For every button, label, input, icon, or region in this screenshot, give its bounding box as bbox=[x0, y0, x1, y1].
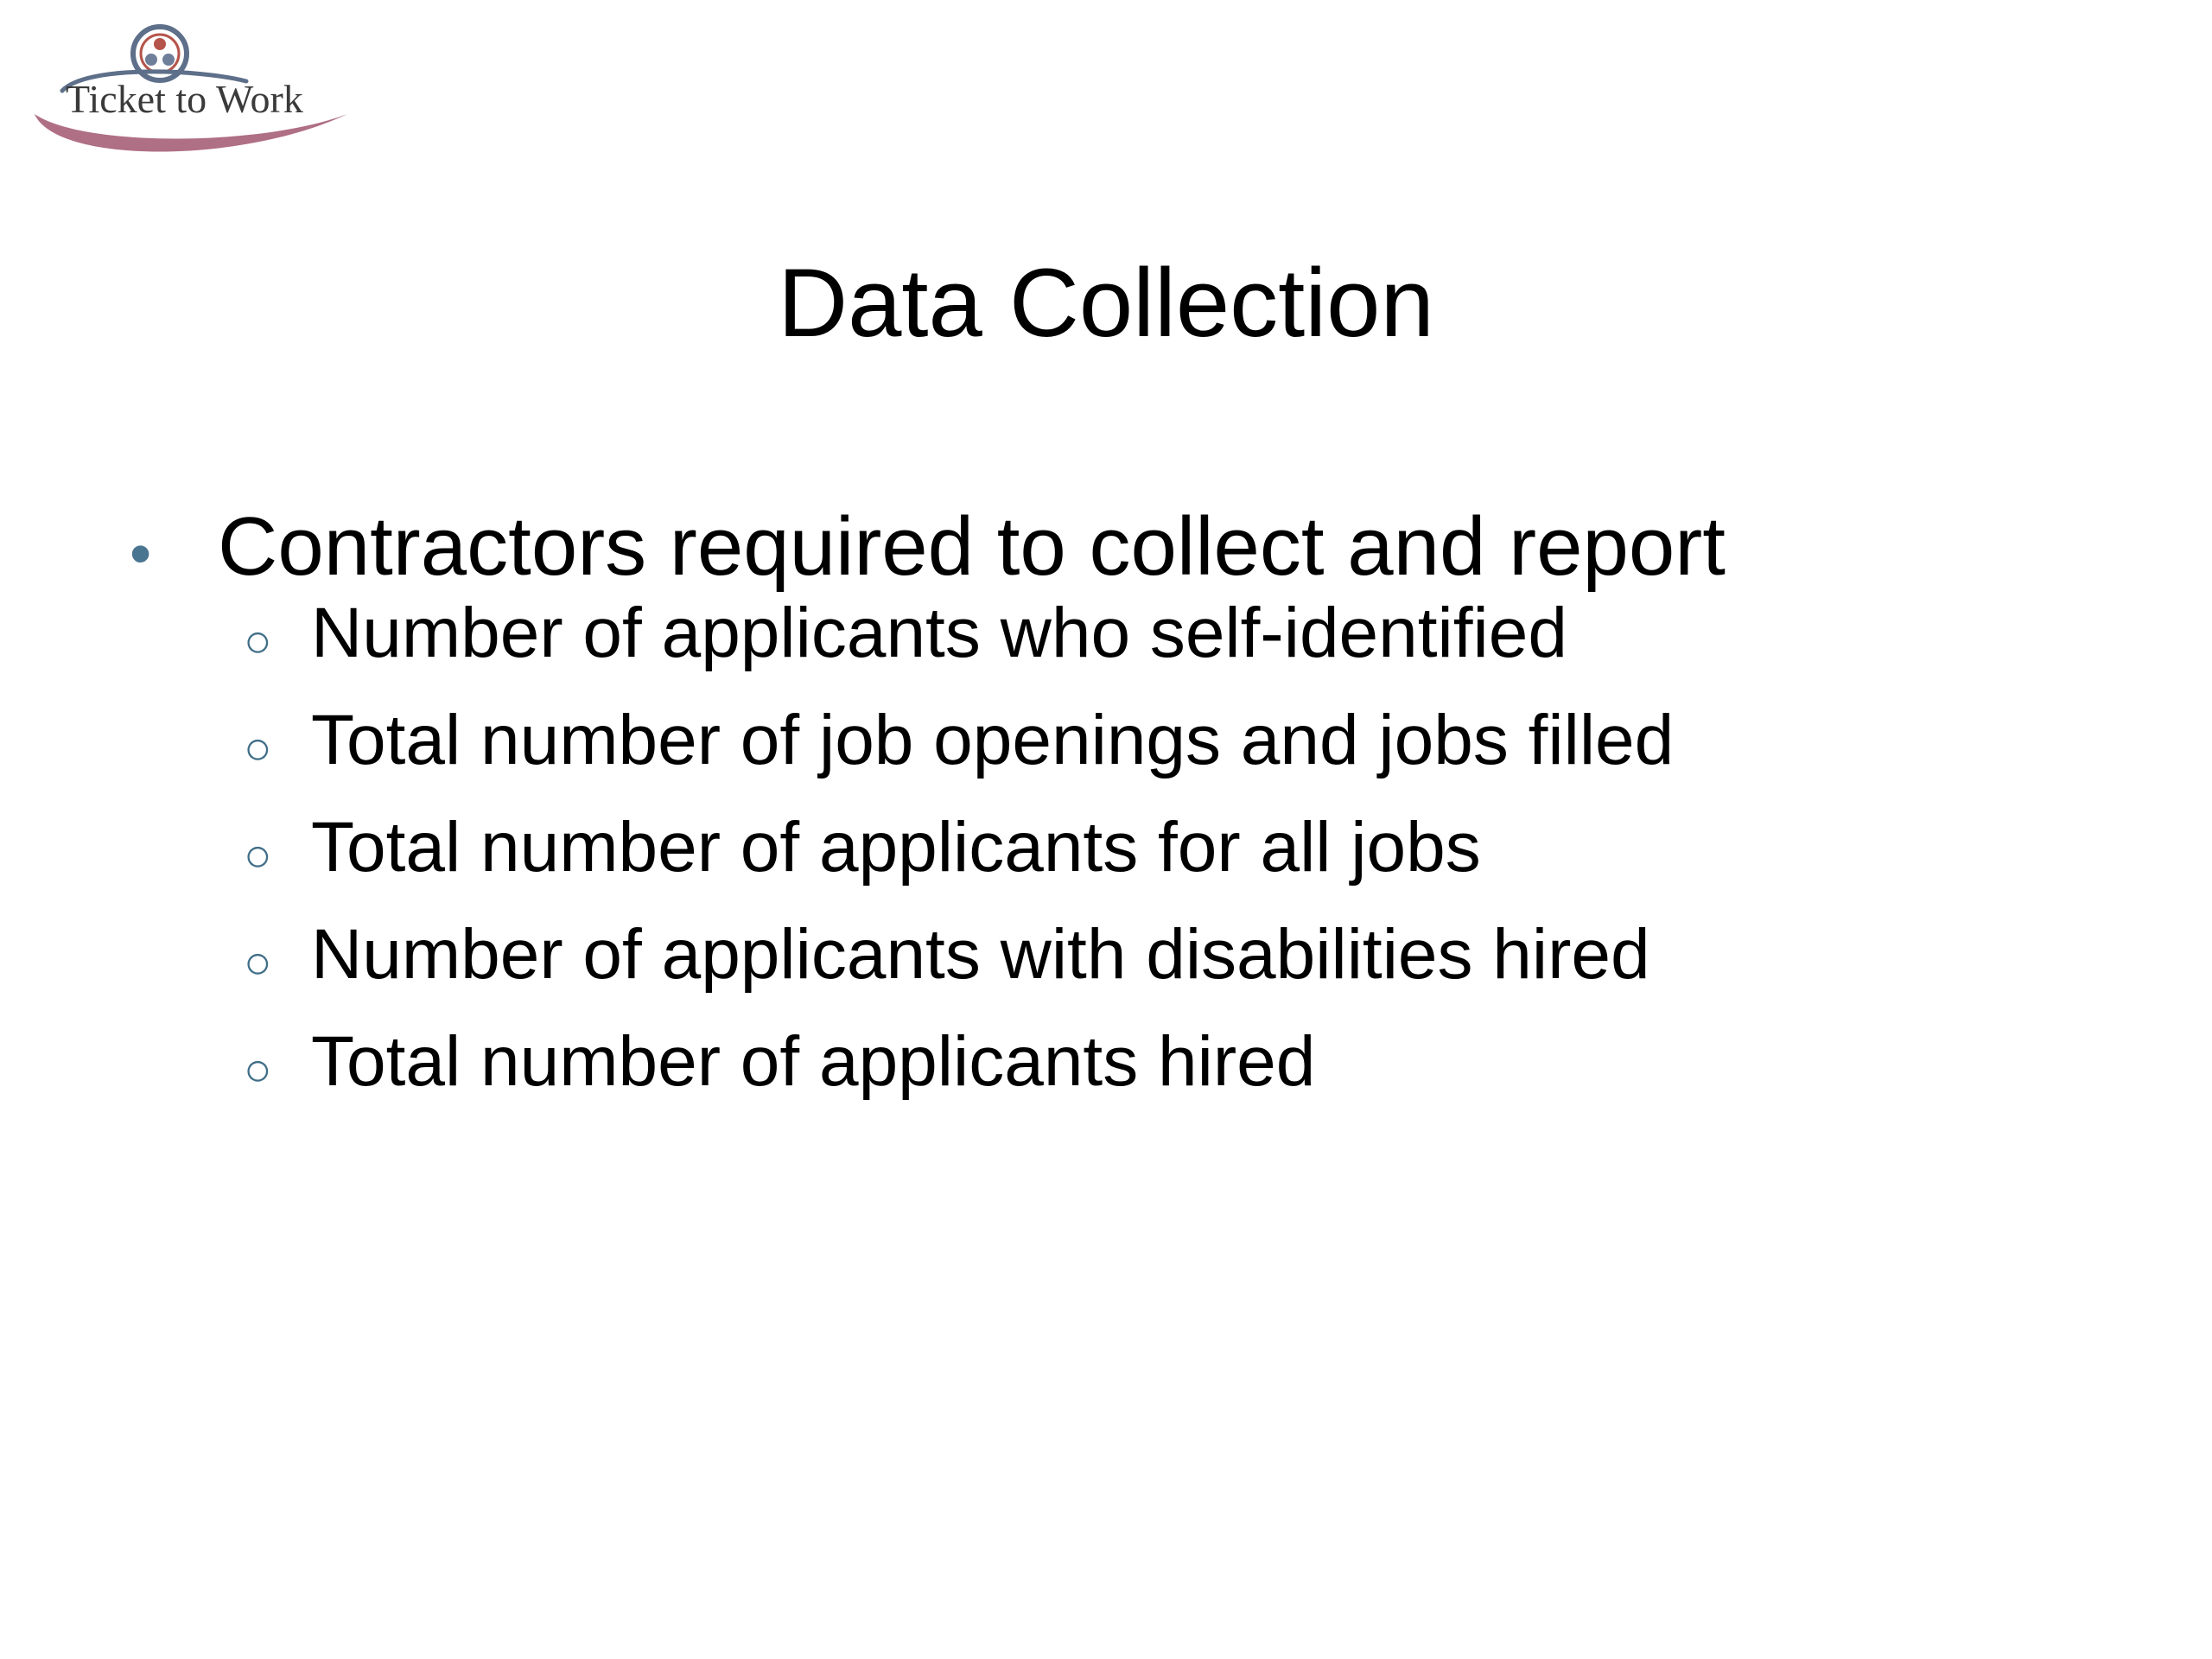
sub-bullet-item bbox=[244, 915, 2117, 1027]
slide-content bbox=[130, 497, 2117, 1134]
slide-title: Data Collection bbox=[778, 249, 1434, 357]
ticket-to-work-logo bbox=[26, 17, 354, 156]
logo-text: Ticket to Work bbox=[66, 77, 303, 121]
sub-bullet-text: Total number of applicants hired bbox=[311, 1022, 1316, 1102]
sub-bullet-item bbox=[244, 594, 2117, 705]
sub-bullet-text: Number of applicants with disabilities hired bbox=[311, 915, 1650, 995]
logo-emblem-dot-left-icon bbox=[145, 54, 157, 66]
sub-bullet-item bbox=[244, 808, 2117, 919]
circle-bullet-icon: ○ bbox=[244, 722, 272, 775]
sub-bullet-text: Total number of applicants for all jobs bbox=[311, 808, 1481, 887]
logo-emblem-dot-right-icon bbox=[162, 54, 175, 66]
circle-bullet-icon: ○ bbox=[244, 830, 272, 882]
sub-bullet-item bbox=[244, 1022, 2117, 1134]
circle-bullet-icon: ○ bbox=[244, 1044, 272, 1096]
main-bullet-text: Contractors required to collect and report bbox=[218, 500, 1726, 593]
logo-emblem-dot-top-icon bbox=[154, 38, 166, 50]
bullet-dot-icon: • bbox=[130, 519, 152, 588]
circle-bullet-icon: ○ bbox=[244, 615, 272, 668]
sub-bullet-item bbox=[244, 701, 2117, 812]
circle-bullet-icon: ○ bbox=[244, 937, 272, 989]
sub-bullet-text: Total number of job openings and jobs filled bbox=[311, 701, 1675, 780]
sub-bullet-list bbox=[244, 594, 2117, 1134]
sub-bullet-text: Number of applicants who self-identified bbox=[311, 594, 1567, 673]
main-bullet bbox=[130, 497, 2117, 596]
